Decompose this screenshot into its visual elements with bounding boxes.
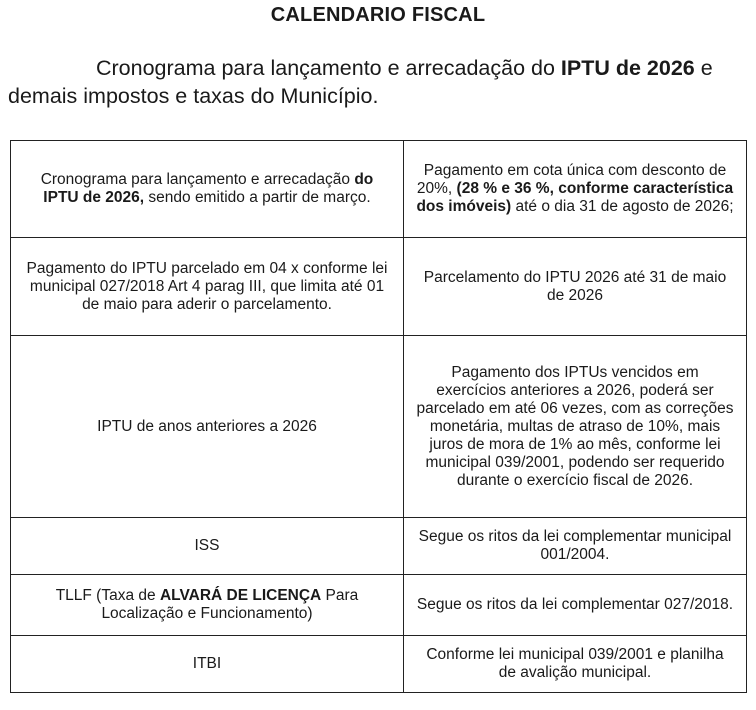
cell-text: Pagamento em cota única com desconto de 20%, <box>416 162 727 197</box>
intro-text: Cronograma para lançamento e arrecadação do <box>96 56 561 80</box>
cell-text: Cronograma para lançamento e arrecadação <box>40 171 355 188</box>
table-row <box>11 575 747 636</box>
cell-bold-text: ALVARÁ DE LICENÇA <box>159 587 322 604</box>
table-cell-right: Segue os ritos da lei complementar 027/2018. <box>404 575 747 636</box>
table-row <box>11 336 747 518</box>
intro-highlight: IPTU de 2026 <box>560 56 695 80</box>
cell-bold-text: do IPTU de 2026, <box>43 171 374 206</box>
cell-text: sendo emitido a partir de março. <box>144 189 371 206</box>
table-cell-left <box>11 575 404 636</box>
table-cell-left: Pagamento do IPTU parcelado em 04 x conforme lei municipal 027/2018 Art 4 parag III, que limita até 01 de maio para aderir o parcelamento. <box>11 238 404 336</box>
cell-bold-text: (28 % e 36 %, conforme característica dos imóveis) <box>416 180 734 215</box>
table-row <box>11 518 747 575</box>
table-cell-left <box>11 141 404 238</box>
table-cell-left: ITBI <box>11 636 404 693</box>
cell-text: Para Localização e Funcionamento) <box>101 587 359 622</box>
intro-text-end: e demais impostos e taxas do Município. <box>8 56 713 108</box>
table-row <box>11 238 747 336</box>
table-row <box>11 141 747 238</box>
intro-paragraph <box>8 54 752 110</box>
cell-text: até o dia 31 de agosto de 2026; <box>511 198 734 215</box>
fiscal-schedule-table <box>10 140 747 693</box>
cell-text: TLLF (Taxa de <box>55 587 160 604</box>
table-row <box>11 636 747 693</box>
page-title: CALENDARIO FISCAL <box>270 4 486 26</box>
table-cell-right: Parcelamento do IPTU 2026 até 31 de maio de 2026 <box>404 238 747 336</box>
table-cell-right: Conforme lei municipal 039/2001 e planilha de avalição municipal. <box>404 636 747 693</box>
table-cell-right <box>404 141 747 238</box>
table-cell-right: Segue os ritos da lei complementar municipal 001/2004. <box>404 518 747 575</box>
table-cell-left: ISS <box>11 518 404 575</box>
table-cell-right: Pagamento dos IPTUs vencidos em exercícios anteriores a 2026, poderá ser parcelado em até 06 vezes, com as correções monetária, multas de atraso de 10%, mais juros de mora de 1% ao mês, conforme lei municipal 039/2001, podendo ser requerido durante o exercício fiscal de 2026. <box>404 336 747 518</box>
table-cell-left: IPTU de anos anteriores a 2026 <box>11 336 404 518</box>
